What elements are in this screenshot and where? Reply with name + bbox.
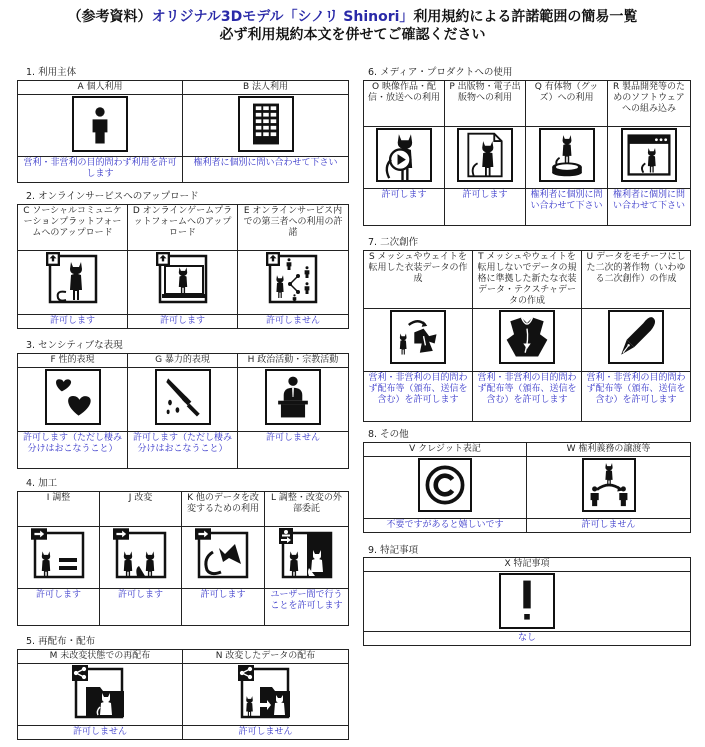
item-e-status: 許可しません bbox=[238, 315, 349, 329]
section-2-label: 2. オンラインサービスへのアップロード bbox=[26, 191, 199, 202]
upload-game-icon bbox=[156, 252, 210, 306]
upload-social-icon bbox=[46, 252, 100, 306]
item-m-status: 許可しません bbox=[18, 726, 183, 740]
item-a-header: A 個人利用 bbox=[18, 81, 183, 95]
item-h-status: 許可しません bbox=[238, 432, 349, 469]
section-5-table bbox=[17, 649, 349, 740]
item-l-status: ユーザー間で行うことを許可します bbox=[265, 589, 349, 626]
item-p-header: P 出版物・電子出版物への利用 bbox=[445, 81, 526, 127]
item-r-header: R 製品開発等のためのソフトウェアへの組み込み bbox=[608, 81, 691, 127]
section-2-table bbox=[17, 204, 349, 329]
section-9-label: 9. 特記事項 bbox=[368, 545, 419, 556]
item-l-header: L 調整・改変の外部委託 bbox=[265, 492, 349, 527]
item-n-status: 許可しません bbox=[183, 726, 349, 740]
transfer-icon bbox=[582, 458, 636, 512]
item-g-header: G 暴力的表現 bbox=[128, 354, 238, 368]
section-9-table bbox=[363, 557, 691, 646]
building-icon bbox=[238, 96, 294, 152]
title-suffix: 利用規約による許諾範囲の簡易一覧 bbox=[413, 9, 638, 25]
item-v-header: V クレジット表記 bbox=[364, 443, 527, 457]
item-u-status: 営利・非営利の目的問わず配布等（頒布、送信を含む）を許可します bbox=[582, 372, 691, 422]
distribute-modified-icon bbox=[238, 665, 294, 721]
item-s-status: 営利・非営利の目的問わず配布等（頒布、送信を含む）を許可します bbox=[364, 372, 473, 422]
costume-icon bbox=[499, 310, 555, 364]
copyright-icon bbox=[418, 458, 472, 512]
item-k-header: K 他のデータを改変するための利用 bbox=[182, 492, 265, 527]
item-s-header: S メッシュやウェイトを転用した衣装データの作成 bbox=[364, 251, 473, 309]
section-3-table bbox=[17, 353, 349, 469]
item-b-header: B 法人利用 bbox=[183, 81, 349, 95]
item-w-status: 許可しません bbox=[527, 519, 691, 533]
item-j-header: J 改変 bbox=[100, 492, 182, 527]
item-u-header: U データをモチーフにした二次的著作物（いわゆる二次創作）の作成 bbox=[582, 251, 691, 309]
section-4-label: 4. 加工 bbox=[26, 478, 58, 489]
item-f-status: 許可します（ただし棲み分けはおこなうこと） bbox=[18, 432, 128, 469]
item-d-header: D オンラインゲームプラットフォームへのアップロード bbox=[128, 205, 238, 251]
item-o-header: O 映像作品・配信・放送への利用 bbox=[364, 81, 445, 127]
section-8-table bbox=[363, 442, 691, 533]
section-7-label: 7. 二次創作 bbox=[368, 237, 419, 248]
section-5-label: 5. 再配布・配布 bbox=[26, 636, 96, 647]
figure-icon bbox=[539, 128, 595, 182]
podium-icon bbox=[265, 369, 321, 425]
costume-transfer-icon bbox=[390, 310, 446, 364]
section-6-table bbox=[363, 80, 691, 226]
section-3-label: 3. センシティブな表現 bbox=[26, 340, 123, 351]
title-prefix: （参考資料） bbox=[67, 9, 152, 25]
item-q-status: 権利者に個別に問い合わせて下さい bbox=[526, 189, 608, 226]
parts-icon bbox=[195, 528, 251, 582]
section-1-label: 1. 利用主体 bbox=[26, 67, 77, 78]
item-e-header: E オンラインサービス内での第三者への利用の許諾 bbox=[238, 205, 349, 251]
page-title bbox=[0, 8, 705, 26]
item-p-status: 許可します bbox=[445, 189, 526, 226]
outsource-icon bbox=[279, 528, 335, 582]
item-b-status: 権利者に個別に問い合わせて下さい bbox=[183, 157, 349, 183]
video-icon bbox=[376, 128, 432, 182]
item-q-header: Q 有体物（グッズ）への利用 bbox=[526, 81, 608, 127]
item-x-header: X 特記事項 bbox=[364, 558, 691, 572]
item-m-header: M 未改変状態での再配布 bbox=[18, 650, 183, 664]
upload-share-icon bbox=[266, 252, 320, 306]
item-o-status: 許可します bbox=[364, 189, 445, 226]
item-c-status: 許可します bbox=[18, 315, 128, 329]
section-4-table bbox=[17, 491, 349, 626]
adjust-icon bbox=[31, 528, 87, 582]
section-6-label: 6. メディア・プロダクトへの使用 bbox=[368, 67, 513, 78]
item-n-header: N 改変したデータの配布 bbox=[183, 650, 349, 664]
item-h-header: H 政治活動・宗教活動 bbox=[238, 354, 349, 368]
publication-icon bbox=[457, 128, 513, 182]
pen-icon bbox=[608, 310, 664, 364]
item-r-status: 権利者に個別に問い合わせて下さい bbox=[608, 189, 691, 226]
knife-icon bbox=[155, 369, 211, 425]
item-v-status: 不要ですがあると嬉しいです bbox=[364, 519, 527, 533]
title-highlight: オリジナル3Dモデル「シノリ Shinori」 bbox=[151, 9, 414, 25]
item-f-header: F 性的表現 bbox=[18, 354, 128, 368]
hearts-icon bbox=[45, 369, 101, 425]
section-8-label: 8. その他 bbox=[368, 429, 409, 440]
item-c-header: C ソーシャルコミュニケーションプラットフォームへのアップロード bbox=[18, 205, 128, 251]
person-icon bbox=[72, 96, 128, 152]
item-x-status: なし bbox=[364, 632, 691, 646]
item-k-status: 許可します bbox=[182, 589, 265, 626]
software-icon bbox=[621, 128, 677, 182]
exclamation-icon bbox=[499, 573, 555, 629]
item-w-header: W 権利義務の譲渡等 bbox=[527, 443, 691, 457]
item-i-status: 許可します bbox=[18, 589, 100, 626]
redistribute-icon bbox=[72, 665, 128, 721]
page-subtitle: 必ず利用規約本文を併せてご確認ください bbox=[219, 27, 486, 43]
section-1-table bbox=[17, 80, 349, 183]
item-d-status: 許可します bbox=[128, 315, 238, 329]
modify-icon bbox=[113, 528, 169, 582]
item-j-status: 許可します bbox=[100, 589, 182, 626]
item-a-status: 営利・非営利の目的問わず利用を許可します bbox=[18, 157, 183, 183]
item-g-status: 許可します（ただし棲み分けはおこなうこと） bbox=[128, 432, 238, 469]
section-7-table bbox=[363, 250, 691, 422]
item-t-header: T メッシュやウェイトを転用しないでデータの規格に準拠した新たな衣装データ・テクスチャデータの作成 bbox=[473, 251, 582, 309]
item-i-header: I 調整 bbox=[18, 492, 100, 527]
item-t-status: 営利・非営利の目的問わず配布等（頒布、送信を含む）を許可します bbox=[473, 372, 582, 422]
